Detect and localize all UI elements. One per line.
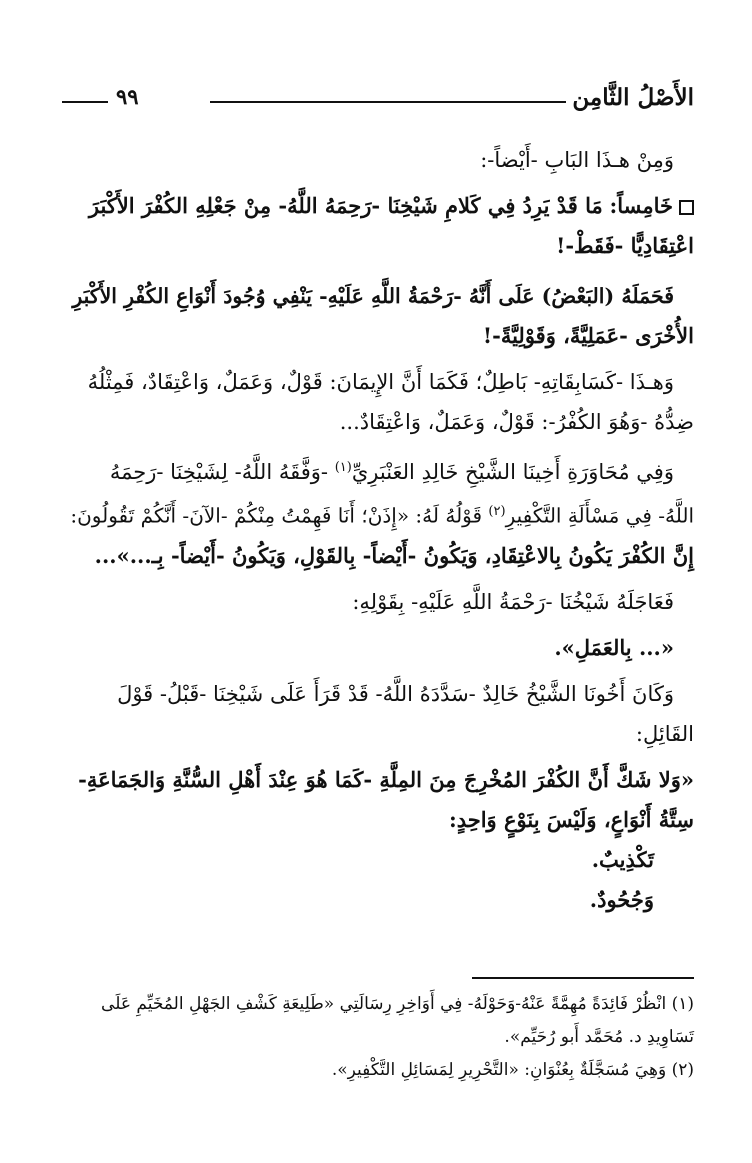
text-line: فَحَمَلَهُ (البَعْضُ) عَلَى أَنَّهُ -رَحْمَةُ اللَّهِ عَلَيْهِ- يَنْفِي وُجُودَ أَنْوَاعِ الكُفْرِ الأَكْبَرِ [72, 284, 674, 308]
text-line: «وَلا شَكَّ أَنَّ الكُفْرَ المُخْرِجَ مِنَ المِلَّةِ -كَمَا هُوَ عِنْدَ أَهْلِ السُّنَّةِ وَالجَمَاعَةِ- [78, 766, 694, 792]
text-line: وَهـذَا -كَسَابِقَاتِهِ- بَاطِلٌ؛ فَكَمَا أَنَّ الإِيمَانَ: قَوْلٌ، وَعَمَلٌ، وَاعْتِقَادٌ، فَمِثْلُهُ [87, 370, 674, 394]
text-line [62, 186, 694, 226]
footnote-separator [472, 977, 694, 979]
text-line: القَائِلِ: [635, 721, 694, 746]
footnotes [62, 988, 694, 1087]
text-span: -وَفَّقَهُ اللَّهُ- لِشَيْخِنَا -رَحِمَهُ [109, 460, 328, 484]
text-line: «... بِالعَمَلِ». [554, 634, 674, 660]
footnote-ref: (٢) [488, 504, 506, 519]
text-line: وَجُحُودٌ. [589, 886, 654, 912]
text-span: مَا قَدْ يَرِدُ فِي كَلامِ شَيْخِنَا -رَحِمَهُ اللَّهُ- مِنْ جَعْلِهِ الكُفْرَ الأَكْبَرَ [88, 193, 603, 218]
chapter-title: الأَصْلُ الثَّامِن [572, 84, 694, 111]
text-span: اللَّهُ- فِي مَسْأَلَةِ التَّكْفِيرِ [505, 503, 694, 528]
text-line: اعْتِقَادِيًّا -فَقَطْ-! [556, 233, 694, 258]
text-line: سِتَّةُ أَنْوَاعٍ، وَلَيْسَ بِنَوْعٍ وَاحِدٍ: [448, 806, 694, 832]
text-line: فَعَاجَلَهُ شَيْخُنَا -رَحْمَةُ اللَّهِ عَلَيْهِ- بِقَوْلِهِ: [352, 589, 674, 614]
header-rule-short [62, 101, 108, 103]
text-line: تَكْذِيبٌ. [591, 846, 654, 872]
text-line: الأُخْرَى -عَمَلِيَّةً، وَقَوْلِيَّةً-! [482, 323, 694, 348]
text-line [62, 448, 694, 492]
text-line: وَكَانَ أَخُونَا الشَّيْخُ خَالِدٌ -سَدَّدَهُ اللَّهُ- قَدْ قَرَأَ عَلَى شَيْخِنَا -قَبْلُ- قَوْلَ [117, 681, 674, 706]
section-label: خَامِساً: [609, 193, 673, 218]
text-line [62, 492, 694, 536]
text-line: إِنَّ الكُفْرَ يَكُونُ بِالاعْتِقَادِ، وَيَكُونُ -أَيْضاً- بِالقَوْلِ، وَيَكُونُ -أَيْضاً- بِـ...»... [94, 542, 694, 568]
text-line: وَمِنْ هـذَا البَابِ -أَيْضاً-: [480, 148, 674, 172]
footnote-line: تَسَاوِيدِ د. مُحَمَّد أَبو رُحَيِّم». [504, 1027, 694, 1047]
header-rule [210, 101, 566, 103]
footnote-line: (١) انْظُرْ فَائِدَةً مُهِمَّةً عَنْهُ-وَحَوْلَهُ- فِي أَوَاخِرِ رِسَالَتِي «طَلِيعَةِ كَشْفِ الجَهْلِ المُخَيِّمِ عَلَى [101, 994, 694, 1014]
text-span: وَفِي مُحَاوَرَةِ أَخِينَا الشَّيْخِ خَالِدِ العَنْبَرِيِّ [351, 460, 674, 484]
body-text [62, 140, 694, 920]
footnote-ref: (١) [334, 460, 352, 475]
square-bullet-icon [679, 200, 694, 215]
text-span: قَوْلُهُ لَهُ: «إِذَنْ؛ أَنَا فَهِمْتُ مِنْكُمْ -الآنَ- أَنَّكُمْ تَقُولُونَ: [70, 503, 483, 528]
page-number: ٩٩ [116, 84, 139, 109]
footnote-line: (٢) وَهِيَ مُسَجَّلَةٌ بِعُنْوَانِ: «التَّحْرِيرِ لِمَسَائِلِ التَّكْفِيرِ». [331, 1060, 694, 1080]
text-line: ضِدُّهُ -وَهُوَ الكُفْرُ-: قَوْلٌ، وَعَمَلٌ، وَاعْتِقَادٌ... [339, 410, 694, 434]
page-header [62, 84, 694, 124]
